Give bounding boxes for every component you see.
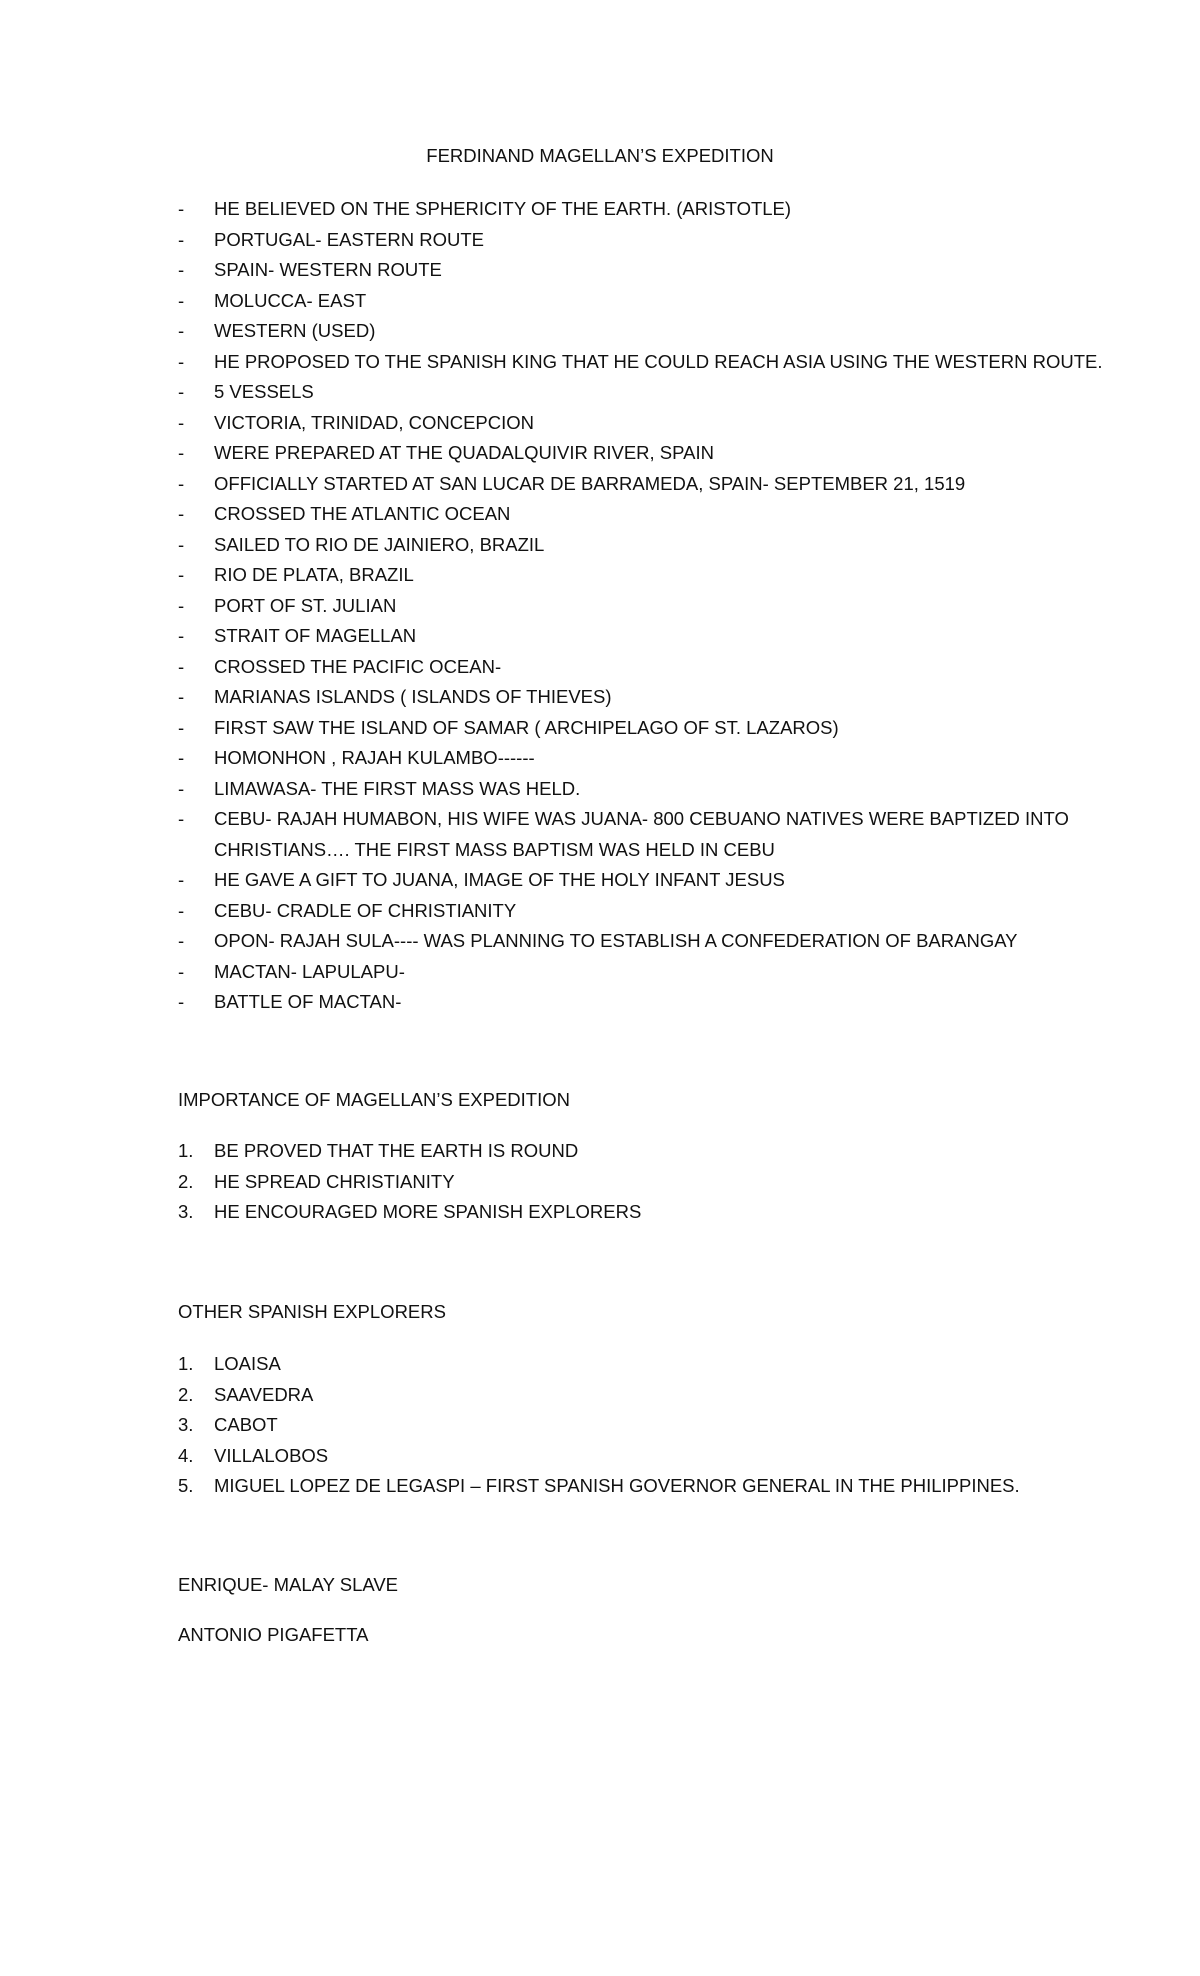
list-number: 2. (178, 1383, 194, 1405)
list-item (178, 1167, 1078, 1198)
bullet-dash: - (178, 381, 185, 402)
list-item (178, 621, 1078, 652)
list-item (178, 316, 1078, 347)
list-item (178, 469, 1078, 500)
bullet-dash: - (178, 533, 185, 555)
list-item-text: 5 VESSELS (214, 381, 314, 402)
bullet-dash: - (178, 869, 185, 890)
bullet-dash: - (178, 259, 185, 280)
list-item (178, 1197, 1078, 1228)
list-item-text: HE BELIEVED ON THE SPHERICITY OF THE EARTH. (ARISTOTLE) (214, 198, 792, 219)
list-item (178, 286, 1078, 317)
list-number: 1. (178, 1140, 194, 1161)
list-item (178, 225, 1078, 256)
list-item (178, 1471, 1078, 1502)
list-item-text: MARIANAS ISLANDS ( ISLANDS OF THIEVES) (214, 686, 612, 707)
list-item-text: VILLALOBOS (214, 1444, 329, 1466)
bullet-dash: - (178, 442, 185, 463)
bullet-dash: - (178, 503, 185, 524)
list-item-text: VICTORIA, TRINIDAD, CONCEPCION (214, 411, 535, 433)
list-item (178, 926, 1078, 957)
page-title: FERDINAND MAGELLAN’S EXPEDITION (426, 145, 774, 166)
list-item-text: HOMONHON , RAJAH KULAMBO------ (214, 747, 535, 768)
bullet-dash: - (178, 991, 185, 1012)
list-item (178, 1136, 1078, 1167)
bullet-dash: - (178, 228, 185, 250)
list-item-text: WESTERN (USED) (214, 320, 376, 341)
list-number: 4. (178, 1444, 194, 1466)
list-item-text: CEBU- RAJAH HUMABON, HIS WIFE WAS JUANA- 800 CEBUANO NATIVES WERE BAPTIZED INTO (214, 808, 1069, 829)
bullet-dash: - (178, 320, 185, 341)
list-item (178, 682, 1078, 713)
list-item-text: CHRISTIANS…. THE FIRST MASS BAPTISM WAS HELD IN CEBU (214, 838, 775, 860)
list-item (178, 499, 1078, 530)
list-item-text: MOLUCCA- EAST (214, 289, 367, 311)
explorers-heading: OTHER SPANISH EXPLORERS (178, 1301, 446, 1322)
list-item (178, 774, 1078, 805)
list-item (178, 377, 1078, 408)
list-number: 3. (178, 1201, 194, 1222)
note-paragraph: ENRIQUE- MALAY SLAVE (178, 1574, 399, 1595)
list-item (178, 560, 1078, 591)
list-item (178, 408, 1078, 439)
list-item-text: OPON- RAJAH SULA---- WAS PLANNING TO ESTABLISH A CONFEDERATION OF BARANGAY (214, 930, 1018, 951)
list-item (178, 957, 1078, 988)
bullet-dash: - (178, 411, 185, 433)
bullet-dash: - (178, 930, 185, 951)
list-item (178, 713, 1078, 744)
list-item-text: HE PROPOSED TO THE SPANISH KING THAT HE COULD REACH ASIA USING THE WESTERN ROUTE. (214, 350, 1103, 372)
importance-heading: IMPORTANCE OF MAGELLAN’S EXPEDITION (178, 1089, 570, 1110)
list-item-text: SAILED TO RIO DE JAINIERO, BRAZIL (214, 533, 545, 555)
list-item-text: WERE PREPARED AT THE QUADALQUIVIR RIVER, SPAIN (214, 442, 714, 463)
list-number: 1. (178, 1353, 194, 1374)
list-number: 5. (178, 1475, 194, 1496)
list-item (178, 1441, 1078, 1472)
bullet-dash: - (178, 564, 185, 585)
bullet-dash: - (178, 808, 185, 829)
bullet-dash: - (178, 198, 185, 219)
list-item (178, 438, 1078, 469)
list-item (178, 743, 1078, 774)
list-item (178, 865, 1078, 896)
list-item (178, 652, 1078, 683)
list-item-text: STRAIT OF MAGELLAN (214, 625, 417, 646)
list-item-text: HE SPREAD CHRISTIANITY (214, 1170, 455, 1192)
list-item (178, 255, 1078, 286)
list-item-text: HE ENCOURAGED MORE SPANISH EXPLORERS (214, 1201, 642, 1222)
bullet-dash: - (178, 747, 185, 768)
bullet-dash: - (178, 472, 185, 494)
importance-list (178, 1136, 1078, 1228)
list-item (178, 987, 1078, 1018)
list-item (178, 1410, 1078, 1441)
bullet-dash: - (178, 289, 185, 311)
note-paragraph: ANTONIO PIGAFETTA (178, 1624, 369, 1645)
list-item (178, 1349, 1078, 1380)
list-item (178, 530, 1078, 561)
list-item-text: SAAVEDRA (214, 1383, 314, 1405)
list-item-text: FIRST SAW THE ISLAND OF SAMAR ( ARCHIPELAGO OF ST. LAZAROS) (214, 716, 839, 738)
list-item-text: BE PROVED THAT THE EARTH IS ROUND (214, 1140, 579, 1161)
list-item-text: PORT OF ST. JULIAN (214, 594, 397, 616)
list-item-text: SPAIN- WESTERN ROUTE (214, 259, 442, 280)
list-item (178, 1380, 1078, 1411)
bullet-dash: - (178, 960, 185, 982)
list-item-text: CABOT (214, 1414, 278, 1435)
list-item (178, 347, 1103, 378)
list-number: 3. (178, 1414, 194, 1435)
list-number: 2. (178, 1170, 194, 1192)
list-item-text: HE GAVE A GIFT TO JUANA, IMAGE OF THE HOLY INFANT JESUS (214, 869, 785, 890)
bullet-dash: - (178, 594, 185, 616)
list-item-text: PORTUGAL- EASTERN ROUTE (214, 228, 485, 250)
list-item-text: CROSSED THE ATLANTIC OCEAN (214, 503, 511, 524)
list-item-text: LOAISA (214, 1353, 281, 1374)
list-item-text: OFFICIALLY STARTED AT SAN LUCAR DE BARRAMEDA, SPAIN- SEPTEMBER 21, 1519 (214, 472, 966, 494)
bullet-dash: - (178, 686, 185, 707)
list-item (178, 804, 1078, 865)
bullet-dash: - (178, 655, 185, 677)
list-item-text: MACTAN- LAPULAPU- (214, 960, 405, 982)
list-item-text: MIGUEL LOPEZ DE LEGASPI – FIRST SPANISH GOVERNOR GENERAL IN THE PHILIPPINES. (214, 1475, 1020, 1496)
list-item (178, 591, 1078, 622)
list-item-text: BATTLE OF MACTAN- (214, 991, 402, 1012)
bullet-dash: - (178, 777, 185, 799)
list-item (178, 194, 1078, 225)
bullet-dash: - (178, 625, 185, 646)
bullet-dash: - (178, 899, 185, 921)
bullet-dash: - (178, 716, 185, 738)
list-item-text: RIO DE PLATA, BRAZIL (214, 564, 414, 585)
list-item-text: LIMAWASA- THE FIRST MASS WAS HELD. (214, 777, 581, 799)
list-item-text: CEBU- CRADLE OF CHRISTIANITY (214, 899, 517, 921)
bullet-dash: - (178, 350, 185, 372)
expedition-bullet-list (178, 194, 1103, 1018)
list-item (178, 896, 1078, 927)
list-item-text: CROSSED THE PACIFIC OCEAN- (214, 655, 502, 677)
explorers-list (178, 1349, 1078, 1502)
